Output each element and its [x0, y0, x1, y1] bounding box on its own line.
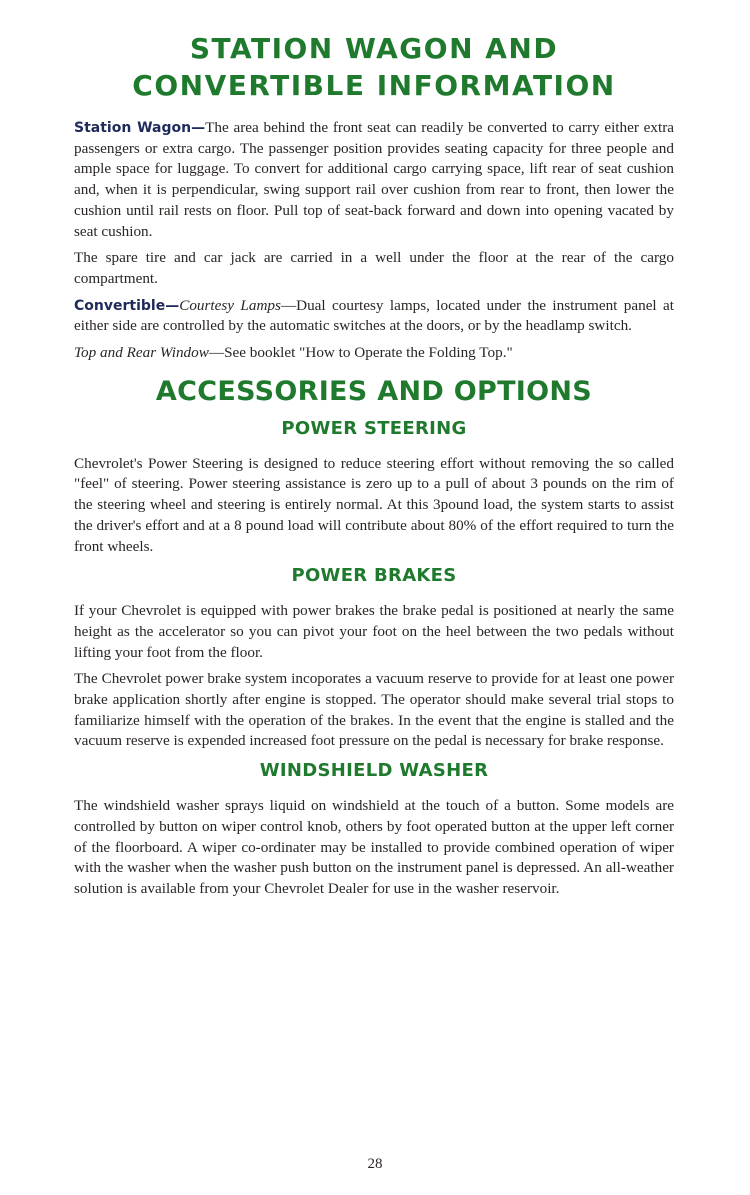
station-wagon-dash: —	[191, 120, 206, 136]
top-window-dash: —	[208, 344, 225, 362]
windshield-washer-paragraph: The windshield washer sprays liquid on windshield at the touch of a button. Some models are controlled by button on wiper control knob, others by foot operated button at the upper left corner of the floorboard. A wiper co-ordinater may be installed to provide combined operation of wiper with the washer when the washer push button on the instrument panel is depressed. An all-weather solution is available from your Chevrolet Dealer for use in the washer reservoir.	[74, 797, 674, 897]
convertible-lead: Convertible	[74, 297, 166, 314]
station-wagon-paragraph	[74, 118, 674, 242]
power-steering-title: POWER STEERING	[281, 417, 467, 439]
power-brakes-paragraph-2: The Chevrolet power brake system incoporates a vacuum reserve to provide for at least one power brake application shortly after engine is stopped. The operator should make several trial stops to familiarize himself with the operation of the brakes. In the event that the engine is stalled and the vacuum reserve is expended increased foot pressure on the pedal is necessary for brake response.	[74, 670, 674, 750]
main-title-line1: STATION WAGON AND	[189, 32, 559, 65]
top-window-paragraph	[74, 343, 674, 364]
power-brakes-title: POWER BRAKES	[291, 565, 457, 587]
document-page	[74, 30, 674, 906]
top-window-label: Top and Rear Window	[74, 344, 209, 362]
station-wagon-text: The area behind the front seat can readily be converted to carry either extra passengers or extra cargo. The passenger position provides seating capacity for three people and ample space for luggage. To convert for additional cargo carrying space, lift rear of seat cushion and, when it is perpendicular, swing support rail over cushion from rear to front, then lower the cushion until rail rests on floor. Pull top of seat-back forward and down into opening vacated by seat cushion.	[74, 119, 675, 240]
main-title	[74, 30, 674, 104]
power-steering-paragraph: Chevrolet's Power Steering is designed to reduce steering effort without removing the so called "feel" of steering. Power steering assistance is zero up to a pull of about 3 pounds on the rim of the steering wheel and steering is entirely normal. At this 3pound load, the system starts to assist the driver's effort and at a 8 pound load will contribute about 80% of the effort required to turn the front wheels.	[74, 454, 674, 555]
top-window-text: See booklet "How to Operate the Folding Top."	[224, 344, 513, 362]
spare-tire-paragraph: The spare tire and car jack are carried in a well under the floor at the rear of the cargo compartment.	[74, 249, 674, 287]
accessories-title: ACCESSORIES AND OPTIONS	[155, 375, 593, 407]
courtesy-lamps-dash: —	[280, 296, 297, 314]
courtesy-lamps-label: Courtesy Lamps	[179, 296, 281, 314]
windshield-washer-title: WINDSHIELD WASHER	[259, 760, 489, 782]
convertible-paragraph	[74, 296, 674, 337]
courtesy-lamps-text: Dual courtesy lamps, located under the instrument panel at either side are controlled by the automatic switches at the doors, or by the headlamp switch.	[74, 296, 674, 335]
page-number: 28	[367, 1156, 383, 1172]
convertible-dash: —	[165, 297, 180, 314]
main-title-line2: CONVERTIBLE INFORMATION	[132, 69, 616, 102]
power-brakes-paragraph-1: If your Chevrolet is equipped with power brakes the brake pedal is positioned at nearly the same height as the accelerator so you can pivot your foot on the heel between the two pedals without lifting your foot from the floor.	[74, 602, 674, 661]
station-wagon-lead: Station Wagon	[74, 120, 192, 136]
